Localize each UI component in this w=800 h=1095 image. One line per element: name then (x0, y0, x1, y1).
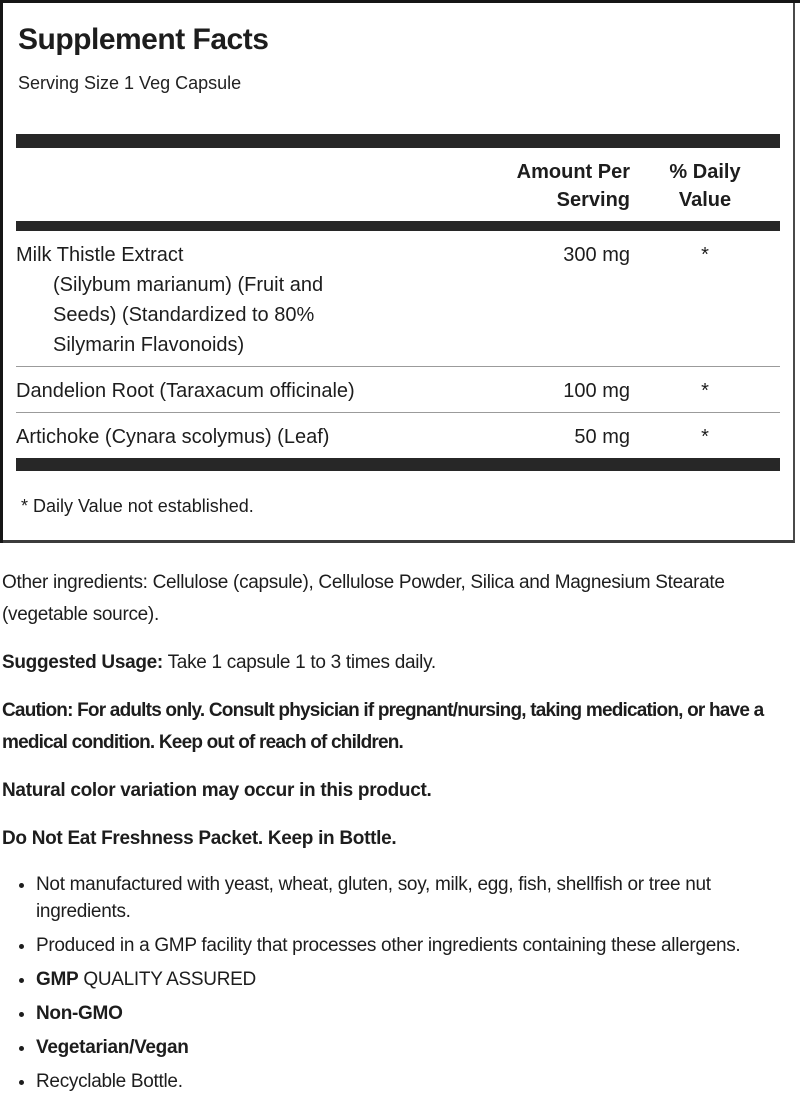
note-item-non-gmo (36, 1000, 798, 1027)
thick-bar-bottom (16, 458, 780, 471)
color-variation-paragraph: Natural color variation may occur in this product. (2, 780, 432, 801)
ingredient-row-milk-thistle (16, 231, 780, 366)
amount-per-serving-header (465, 158, 630, 214)
daily-value-cell: * (701, 380, 709, 402)
note-item-gmp-quality (36, 966, 798, 993)
amount-header-line1: Amount Per (516, 161, 630, 183)
note-text: Not manufactured with yeast, wheat, gluten, soy, milk, egg, fish, shellfish or tree nut ingredients. (36, 874, 711, 922)
other-ingredients-paragraph: Other ingredients: Cellulose (capsule), Cellulose Powder, Silica and Magnesium Stearate (vegetable source). (2, 572, 725, 625)
amount-cell: 100 mg (563, 380, 630, 402)
thick-bar-top (16, 134, 780, 148)
note-item-vegetarian-vegan (36, 1034, 798, 1061)
suggested-usage-paragraph (2, 647, 798, 679)
facts-header-row (16, 158, 780, 214)
dv-header-line2: Value (678, 189, 732, 211)
daily-value-footnote: * Daily Value not established. (21, 496, 254, 516)
daily-value-header (630, 158, 780, 214)
supplement-facts-label (0, 0, 800, 543)
dv-header-line1: % Daily (669, 161, 741, 183)
lower-info-section (0, 543, 800, 1095)
ingredient-header-spacer (16, 158, 465, 214)
amount-cell: 50 mg (574, 426, 630, 448)
daily-value-cell: * (701, 426, 709, 448)
note-item-gmp-facility (36, 932, 798, 959)
note-bold-text: Non-GMO (36, 1003, 123, 1024)
suggested-usage-text: Take 1 capsule 1 to 3 times daily. (162, 652, 436, 673)
serving-size: Serving Size 1 Veg Capsule (18, 73, 242, 93)
thick-bar-under-header (16, 221, 780, 231)
ingredient-row-artichoke (16, 413, 780, 458)
note-item-allergen-free (36, 871, 798, 925)
amount-cell: 300 mg (563, 244, 630, 266)
note-text: Recyclable Bottle. (36, 1071, 183, 1092)
amount-header-line2: Serving (556, 189, 630, 211)
note-bold-text: GMP (36, 969, 79, 990)
daily-value-cell: * (701, 244, 709, 266)
note-text: Produced in a GMP facility that processes other ingredients containing these allergens. (36, 935, 741, 956)
ingredient-detail-line: Silymarin Flavonoids) (53, 334, 245, 356)
ingredient-name-block (16, 240, 465, 360)
ingredient-name: Dandelion Root (Taraxacum officinale) (16, 380, 355, 402)
ingredient-row-dandelion (16, 367, 780, 412)
facts-title: Supplement Facts (18, 23, 269, 56)
note-bold-text: Vegetarian/Vegan (36, 1037, 189, 1058)
caution-paragraph: Caution: For adults only. Consult physician if pregnant/nursing, taking medication, or have a medical condition. Keep out of reach of children. (2, 700, 764, 753)
note-item-recyclable-bottle (36, 1068, 798, 1095)
ingredient-name: Milk Thistle Extract (16, 244, 184, 266)
note-text: QUALITY ASSURED (78, 969, 256, 990)
suggested-usage-label: Suggested Usage: (2, 652, 163, 673)
product-notes-list (2, 871, 798, 1095)
ingredient-name: Artichoke (Cynara scolymus) (Leaf) (16, 426, 330, 448)
ingredient-detail-line: (Silybum marianum) (Fruit and (53, 274, 324, 296)
facts-box (3, 3, 795, 543)
ingredient-detail-line: Seeds) (Standardized to 80% (53, 304, 315, 326)
freshness-packet-paragraph: Do Not Eat Freshness Packet. Keep in Bottle. (2, 828, 397, 849)
